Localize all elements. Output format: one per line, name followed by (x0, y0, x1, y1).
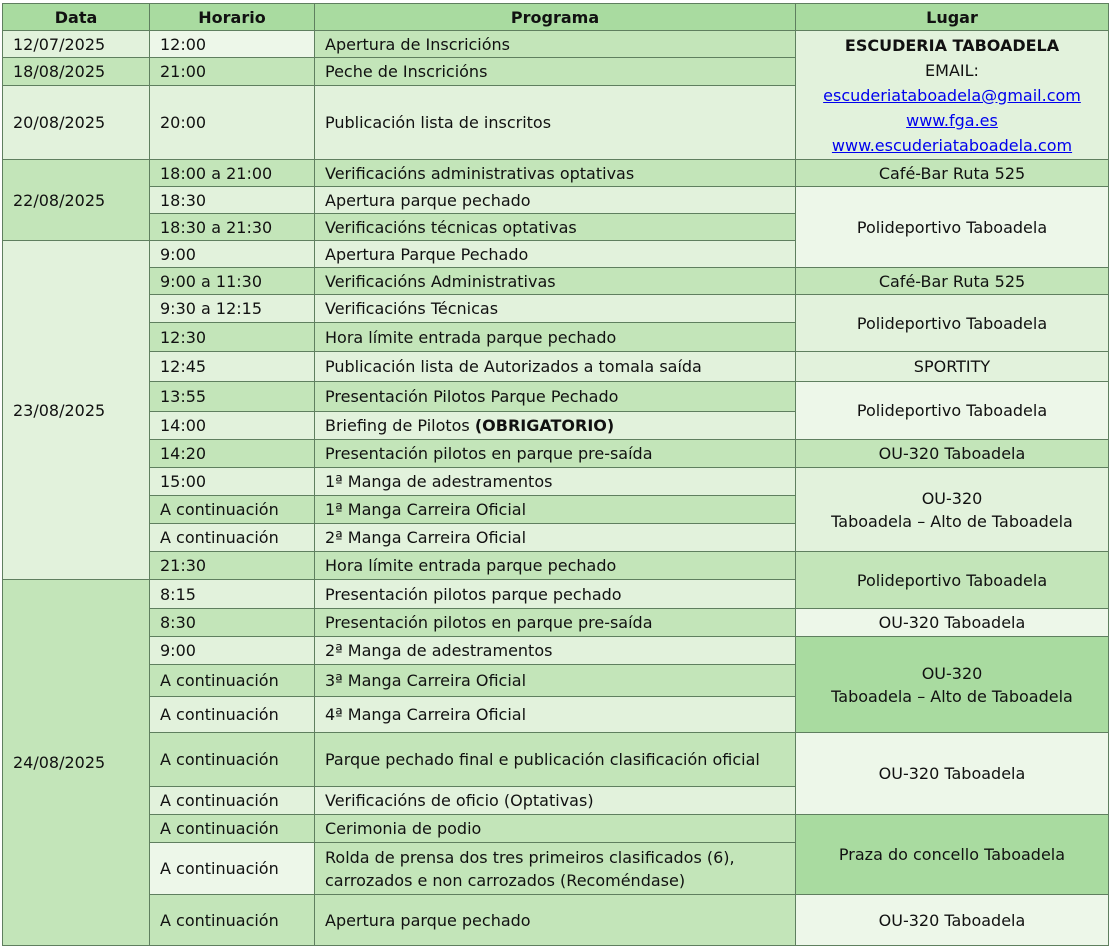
header-row (3, 4, 1109, 31)
date-cell: 12/07/2025 (3, 31, 150, 58)
fga-link[interactable]: www.fga.es (906, 110, 998, 130)
program-cell: Apertura Parque Pechado (315, 241, 796, 268)
time-cell: A continuación (150, 697, 315, 733)
date-cell: 20/08/2025 (3, 86, 150, 160)
time-cell: 21:30 (150, 552, 315, 580)
program-cell: Cerimonia de podio (315, 815, 796, 843)
time-cell: 12:30 (150, 323, 315, 352)
program-cell: Verificacións administrativas optativas (315, 160, 796, 187)
table-row (3, 160, 1109, 187)
time-cell: 18:30 a 21:30 (150, 214, 315, 241)
place-road: OU-320 (921, 663, 983, 683)
mandatory-label: (OBRIGATORIO) (474, 416, 615, 435)
time-cell: 20:00 (150, 86, 315, 160)
place-cell: OU-320 Taboadela (796, 609, 1109, 637)
header-lugar: Lugar (796, 4, 1109, 31)
time-cell: 12:45 (150, 352, 315, 382)
time-cell: A continuación (150, 843, 315, 895)
time-cell: A continuación (150, 524, 315, 552)
table-row (3, 295, 1109, 323)
program-cell: Apertura de Inscricións (315, 31, 796, 58)
date-cell: 23/08/2025 (3, 241, 150, 580)
table-row (3, 31, 1109, 58)
place-cell: Polideportivo Taboadela (796, 187, 1109, 268)
escuderia-link[interactable]: www.escuderiataboadela.com (831, 135, 1073, 155)
time-cell: 12:00 (150, 31, 315, 58)
program-cell: Verificacións técnicas optativas (315, 214, 796, 241)
place-cell: Café-Bar Ruta 525 (796, 268, 1109, 295)
contact-cell (796, 31, 1109, 160)
program-cell: 4ª Manga Carreira Oficial (315, 697, 796, 733)
place-cell: OU-320 Taboadela (796, 733, 1109, 815)
place-section: Taboadela – Alto de Taboadela (831, 686, 1073, 706)
program-cell: Parque pechado final e publicación clasificación oficial (315, 733, 796, 787)
place-cell: Polideportivo Taboadela (796, 382, 1109, 440)
program-cell: 1ª Manga Carreira Oficial (315, 496, 796, 524)
program-cell: Apertura parque pechado (315, 187, 796, 214)
program-cell: Rolda de prensa dos tres primeiros clasificados (6), carrozados e non carrozados (Recoméndase) (315, 843, 796, 895)
time-cell: 9:30 a 12:15 (150, 295, 315, 323)
program-cell: Hora límite entrada parque pechado (315, 323, 796, 352)
table-row (3, 468, 1109, 496)
program-cell: Presentación pilotos parque pechado (315, 580, 796, 609)
time-cell: 14:00 (150, 412, 315, 440)
header-data: Data (3, 4, 150, 31)
time-cell: 9:00 (150, 637, 315, 665)
date-cell: 24/08/2025 (3, 580, 150, 946)
place-cell (796, 637, 1109, 733)
place-road: OU-320 (921, 488, 983, 508)
place-cell: Polideportivo Taboadela (796, 552, 1109, 609)
table-row (3, 382, 1109, 412)
time-cell: 21:00 (150, 58, 315, 86)
table-row (3, 609, 1109, 637)
program-cell: Presentación Pilotos Parque Pechado (315, 382, 796, 412)
place-section: Taboadela – Alto de Taboadela (831, 511, 1073, 531)
table-row (3, 733, 1109, 787)
place-cell: OU-320 Taboadela (796, 895, 1109, 946)
program-cell: Presentación pilotos en parque pre-saída (315, 609, 796, 637)
place-cell: OU-320 Taboadela (796, 440, 1109, 468)
date-cell: 18/08/2025 (3, 58, 150, 86)
time-cell: A continuación (150, 787, 315, 815)
time-cell: 9:00 (150, 241, 315, 268)
time-cell: A continuación (150, 733, 315, 787)
program-cell: 2ª Manga de adestramentos (315, 637, 796, 665)
program-cell: Publicación lista de inscritos (315, 86, 796, 160)
table-row (3, 187, 1109, 214)
time-cell: A continuación (150, 895, 315, 946)
place-cell: Café-Bar Ruta 525 (796, 160, 1109, 187)
table-row (3, 440, 1109, 468)
time-cell: A continuación (150, 815, 315, 843)
table-row (3, 552, 1109, 580)
place-cell: Polideportivo Taboadela (796, 295, 1109, 352)
time-cell: 9:00 a 11:30 (150, 268, 315, 295)
date-cell: 22/08/2025 (3, 160, 150, 241)
place-cell (796, 468, 1109, 552)
table-row (3, 352, 1109, 382)
time-cell: 13:55 (150, 382, 315, 412)
table-row (3, 815, 1109, 843)
place-cell: Praza do concello Taboadela (796, 815, 1109, 895)
program-cell: Presentación pilotos en parque pre-saída (315, 440, 796, 468)
time-cell: 14:20 (150, 440, 315, 468)
program-cell: Publicación lista de Autorizados a tomala saída (315, 352, 796, 382)
program-cell: 2ª Manga Carreira Oficial (315, 524, 796, 552)
program-cell: 1ª Manga de adestramentos (315, 468, 796, 496)
program-cell (315, 412, 796, 440)
program-text: Briefing de Pilotos (325, 416, 475, 435)
program-cell: Apertura parque pechado (315, 895, 796, 946)
time-cell: A continuación (150, 665, 315, 697)
time-cell: 15:00 (150, 468, 315, 496)
table-row (3, 637, 1109, 665)
program-cell: Peche de Inscricións (315, 58, 796, 86)
header-horario: Horario (150, 4, 315, 31)
place-cell: SPORTITY (796, 352, 1109, 382)
schedule-table (2, 3, 1109, 946)
header-programa: Programa (315, 4, 796, 31)
table-row (3, 895, 1109, 946)
time-cell: 18:00 a 21:00 (150, 160, 315, 187)
program-cell: Verificacións de oficio (Optativas) (315, 787, 796, 815)
org-name: ESCUDERIA TABOADELA (844, 35, 1060, 55)
time-cell: 8:30 (150, 609, 315, 637)
time-cell: 8:15 (150, 580, 315, 609)
table-row (3, 268, 1109, 295)
program-cell: Verificacións Administrativas (315, 268, 796, 295)
time-cell: A continuación (150, 496, 315, 524)
program-cell: 3ª Manga Carreira Oficial (315, 665, 796, 697)
email-label: EMAIL: (925, 60, 979, 80)
program-cell: Hora límite entrada parque pechado (315, 552, 796, 580)
email-link[interactable]: escuderiataboadela@gmail.com (823, 85, 1081, 105)
time-cell: 18:30 (150, 187, 315, 214)
program-cell: Verificacións Técnicas (315, 295, 796, 323)
